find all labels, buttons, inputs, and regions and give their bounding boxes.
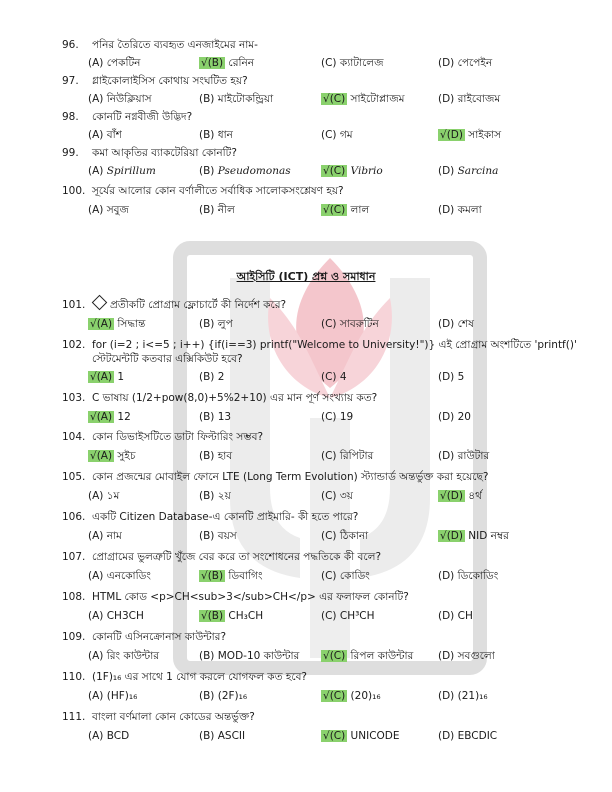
option-d: (D) শেষ xyxy=(438,318,474,330)
option-c: (C) 19 xyxy=(321,411,354,423)
option-c: (C) রিপিটার xyxy=(321,450,374,462)
question-number: 100. xyxy=(62,185,86,197)
question-number: 111. xyxy=(62,711,86,723)
question-text: (1F)₁₆ এর সাথে 1 যোগ করলে যোগফল কত হবে? xyxy=(92,671,307,683)
option-a: (A) (HF)₁₆ xyxy=(88,690,138,702)
question-number: 98. xyxy=(62,111,79,123)
option-c: √(C) সাইটোপ্লাজম xyxy=(323,93,405,105)
question-number: 97. xyxy=(62,75,79,87)
question-number: 99. xyxy=(62,147,79,159)
option-b: (B) 13 xyxy=(199,411,232,423)
question-text: সূর্যের আলোর কোন বর্ণালীতে সর্বাধিক সালোকসংশ্লেষণ হয়? xyxy=(92,185,344,197)
question-text: প্রতীকটি প্রোগ্রাম ফ্লোচার্টে কী নির্দেশ করে? xyxy=(110,299,287,311)
option-d: (D) সবগুলো xyxy=(438,650,495,662)
question-text: একটি Citizen Database-এ কোনটি প্রাইমারি- কী হতে পারে? xyxy=(92,511,359,523)
question-text: কোন প্রজন্মের মোবাইল ফোনে LTE (Long Term Evolution) স্ট্যান্ডার্ড অন্তর্ভুক্ত করা হয়েছে? xyxy=(92,471,489,483)
option-a: (A) পেকটিন xyxy=(88,57,141,69)
options-row xyxy=(88,689,588,703)
option-d: (D) 20 xyxy=(438,411,471,423)
question-107 xyxy=(62,550,582,564)
question-99 xyxy=(62,146,582,160)
option-d: (D) ডিকোডিং xyxy=(438,570,499,582)
option-b: (B) মাইটোকন্ড্রিয়া xyxy=(199,93,274,105)
option-b: √(B) CH₃CH xyxy=(201,610,264,622)
question-text: কোন ডিভাইসটিতে ডাটা ফিল্টারিং সম্ভব? xyxy=(92,431,264,443)
question-100 xyxy=(62,184,582,198)
option-b: (B) 2 xyxy=(199,371,225,383)
option-a: (A) রিং কাউন্টার xyxy=(88,650,160,662)
option-a: (A) বাঁশ xyxy=(88,129,122,141)
option-a: (A) নিউক্লিয়াস xyxy=(88,93,152,105)
option-d: (D) (21)₁₆ xyxy=(438,690,488,702)
question-text: গ্লাইকোলাইসিস কোথায় সংঘটিত হয়? xyxy=(92,75,248,87)
option-c: (C) ঠিকানা xyxy=(321,530,369,542)
question-text: কমা আকৃতির ব্যাকটেরিয়া কোনটি? xyxy=(92,147,237,159)
question-text: বাংলা বর্ণমালা কোন কোডের অন্তর্ভুক্ত? xyxy=(92,711,255,723)
question-number: 102. xyxy=(62,339,86,351)
option-b: (B) ধান xyxy=(199,129,233,141)
option-a: √(A) সুইচ xyxy=(90,450,136,462)
question-106 xyxy=(62,510,582,524)
option-b: (B) ২য় xyxy=(199,490,231,502)
option-b: (B) নীল xyxy=(199,204,235,216)
options-row xyxy=(88,489,588,503)
options-row xyxy=(88,609,588,623)
option-c: √(C) Vibrio xyxy=(323,165,383,177)
option-b: (B) হাব xyxy=(199,450,233,462)
option-d: √(D) NID নম্বর xyxy=(440,530,509,542)
question-101 xyxy=(62,297,582,312)
option-b: √(B) রেনিন xyxy=(201,57,255,69)
options-row xyxy=(88,370,588,384)
options-row xyxy=(88,92,588,106)
option-c: (C) 4 xyxy=(321,371,347,383)
question-number: 107. xyxy=(62,551,86,563)
options-row xyxy=(88,203,588,217)
question-number: 108. xyxy=(62,591,86,603)
option-c: √(C) UNICODE xyxy=(323,730,400,742)
question-111 xyxy=(62,710,582,724)
option-d: (D) EBCDIC xyxy=(438,730,498,742)
option-d: (D) পেপেইন xyxy=(438,57,493,69)
question-text: HTML কোড <p>CH<sub>3</sub>CH</p> এর ফলাফল কোনটি? xyxy=(92,591,409,603)
option-b: √(B) ডিবাগিং xyxy=(201,570,263,582)
option-d: (D) রাউটার xyxy=(438,450,490,462)
question-number: 96. xyxy=(62,39,79,51)
question-text-continued: স্টেটমেন্টটি কতবার এক্সিকিউট হবে? xyxy=(92,353,243,365)
option-a: (A) CH3CH xyxy=(88,610,144,622)
question-103 xyxy=(62,391,582,405)
question-number: 105. xyxy=(62,471,86,483)
option-c: √(C) (20)₁₆ xyxy=(323,690,381,702)
option-b: (B) ASCII xyxy=(199,730,246,742)
question-number: 110. xyxy=(62,671,86,683)
section-heading: আইসিটি (ICT) প্রশ্ন ও সমাধান xyxy=(236,270,376,283)
option-b: (B) বয়স xyxy=(199,530,237,542)
question-text: কোনটি এসিনক্রোনাস কাউন্টার? xyxy=(92,631,227,643)
decision-diamond-icon xyxy=(92,295,108,311)
option-c: (C) CH³CH xyxy=(321,610,375,622)
option-c: √(C) রিপল কাউন্টার xyxy=(323,650,414,662)
option-c: (C) কোডিং xyxy=(321,570,370,582)
options-row xyxy=(88,317,588,331)
question-number: 101. xyxy=(62,299,86,311)
option-a: (A) নাম xyxy=(88,530,122,542)
option-c: (C) সাবরুটিন xyxy=(321,318,379,330)
options-row xyxy=(88,569,588,583)
option-c: √(C) লাল xyxy=(323,204,370,216)
question-text: পনির তৈরিতে ব্যবহৃত এনজাইমের নাম- xyxy=(92,39,258,51)
options-row xyxy=(88,56,588,70)
option-a: √(A) সিদ্ধান্ত xyxy=(90,318,146,330)
question-98 xyxy=(62,110,582,124)
option-d: (D) Sarcina xyxy=(438,165,499,177)
option-a: (A) ১ম xyxy=(88,490,120,502)
question-number: 104. xyxy=(62,431,86,443)
question-108 xyxy=(62,590,582,604)
option-a: (A) এনকোডিং xyxy=(88,570,151,582)
option-b: (B) লুপ xyxy=(199,318,233,330)
question-text: C ভাষায় (1/2+pow(8,0)+5%2+10) এর মান পূর্ণ সংখ্যায় কত? xyxy=(92,392,378,404)
question-text: for (i=2 ; i<=5 ; i++) {if(i==3) printf("Welcome to University!")} এই প্রোগ্রাম অংশটিতে 'printf()' xyxy=(92,339,577,351)
question-number: 106. xyxy=(62,511,86,523)
question-number: 103. xyxy=(62,392,86,404)
question-110 xyxy=(62,670,582,684)
question-96 xyxy=(62,38,582,52)
option-d: (D) CH xyxy=(438,610,473,622)
option-c: (C) গম xyxy=(321,129,353,141)
option-b: (B) Pseudomonas xyxy=(199,165,291,177)
option-a: (A) BCD xyxy=(88,730,130,742)
option-d: √(D) সাইকাস xyxy=(440,129,502,141)
options-row xyxy=(88,729,588,743)
option-b: (B) MOD-10 কাউন্টার xyxy=(199,650,300,662)
options-row xyxy=(88,164,588,178)
option-d: (D) 5 xyxy=(438,371,465,383)
question-number: 109. xyxy=(62,631,86,643)
question-109 xyxy=(62,630,582,644)
options-row xyxy=(88,128,588,142)
options-row xyxy=(88,449,588,463)
question-104 xyxy=(62,430,582,444)
option-c: (C) ক্যাটালেজ xyxy=(321,57,384,69)
option-a: √(A) 12 xyxy=(90,411,131,423)
option-c: (C) ৩য় xyxy=(321,490,353,502)
options-row xyxy=(88,529,588,543)
option-d: (D) রাইবোজম xyxy=(438,93,501,105)
option-d: √(D) ৪র্থ xyxy=(440,490,482,502)
options-row xyxy=(88,410,588,424)
question-text: কোনটি নগ্নবীজী উদ্ভিদ? xyxy=(92,111,193,123)
question-102 xyxy=(62,338,582,366)
question-text: প্রোগ্রামের ভুলত্রুটি খুঁজে বের করে তা সংশোধনের পদ্ধতিকে কী বলে? xyxy=(92,551,382,563)
option-a: √(A) 1 xyxy=(90,371,125,383)
question-105 xyxy=(62,470,582,484)
option-b: (B) (2F)₁₆ xyxy=(199,690,248,702)
options-row xyxy=(88,649,588,663)
option-d: (D) কমলা xyxy=(438,204,482,216)
option-a: (A) সবুজ xyxy=(88,204,129,216)
option-a: (A) Spirillum xyxy=(88,165,156,177)
question-97 xyxy=(62,74,582,88)
